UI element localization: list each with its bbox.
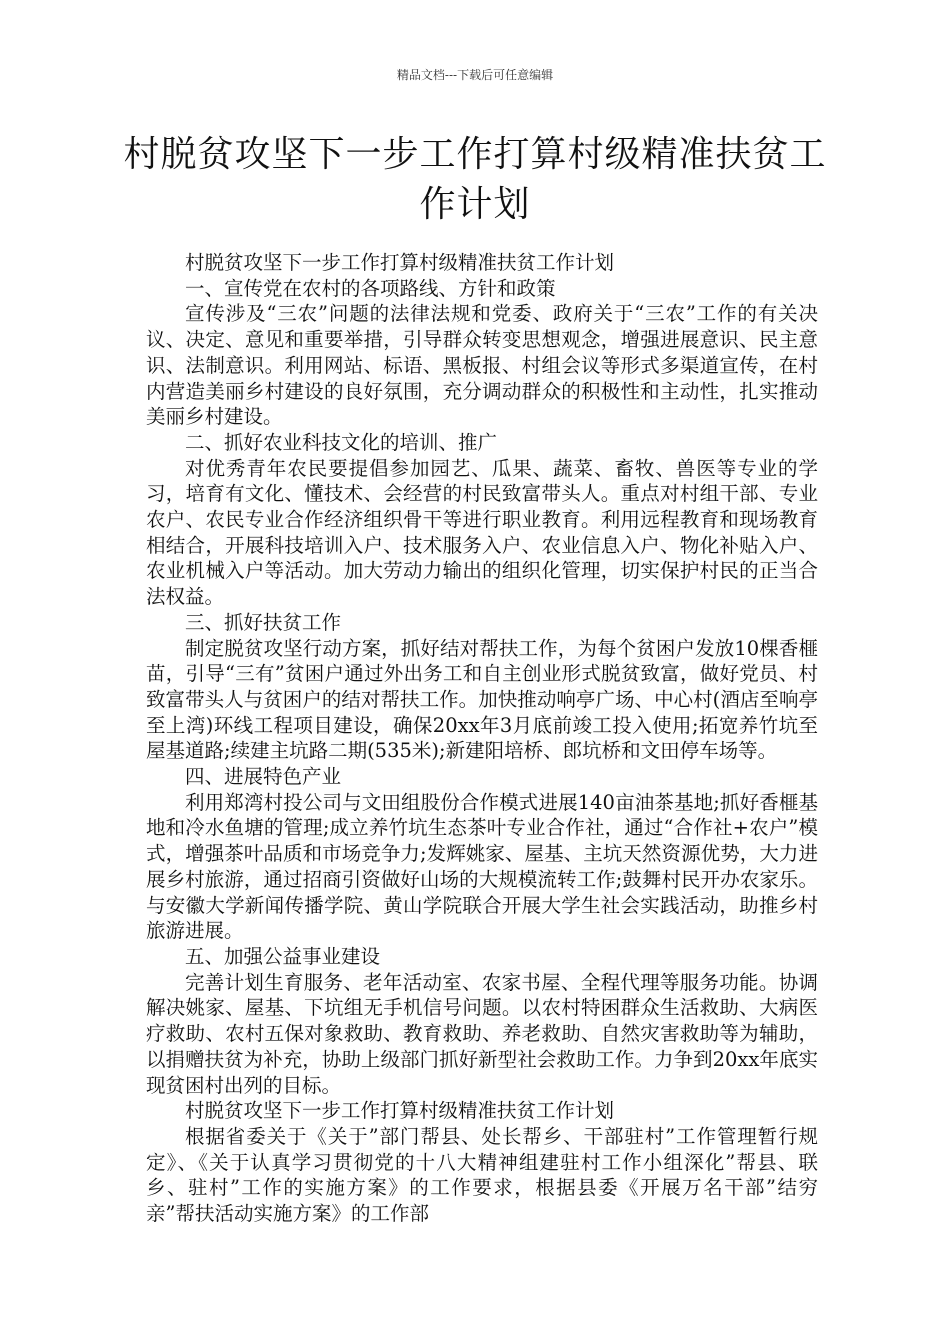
document-body — [146, 250, 818, 1227]
paragraph: 完善计划生育服务、老年活动室、农家书屋、全程代理等服务功能。协调解决姚家、屋基、下坑组无手机信号问题。以农村特困群众生活救助、大病医疗救助、农村五保对象救助、教育救助、养老救助、自然灾害救助等为辅助，以捐赠扶贫为补充，协助上级部门抓好新型社会救助工作。力争到20xx年底实现贫困村出列的目标。 — [146, 970, 818, 1097]
section-heading: 四、进展特色产业 — [185, 765, 342, 789]
paragraph: 宣传涉及“三农”问题的法律法规和党委、政府关于“三农”工作的有关决议、决定、意见和重要举措，引导群众转变思想观念，增强进展意识、民主意识、法制意识。利用网站、标语、黑板报、村组会议等形式多渠道宣传，在村内营造美丽乡村建设的良好氛围，充分调动群众的积极性和主动性，扎实推动美丽乡村建设。 — [146, 302, 818, 429]
paragraph: 村脱贫攻坚下一步工作打算村级精准扶贫工作计划 — [185, 1099, 615, 1123]
section-heading: 二、抓好农业科技文化的培训、推广 — [185, 430, 498, 454]
page-header-note: 精品文档---下载后可任意编辑 — [396, 68, 554, 82]
paragraph: 利用郑湾村投公司与文田组股份合作模式进展140亩油茶基地;抓好香榧基地和冷水鱼塘的管理;成立养竹坑生态茶叶专业合作社，通过“合作社+农户”模式，增强茶叶品质和市场竞争力;发辉姚家、屋基、主坑天然资源优势，大力进展乡村旅游，通过招商引资做好山场的大规模流转工作;鼓舞村民开办农家乐。与安徽大学新闻传播学院、黄山学院联合开展大学生社会实践活动，助推乡村旅游进展。 — [146, 790, 818, 943]
section-heading: 五、加强公益事业建设 — [185, 944, 381, 968]
section-heading: 一、宣传党在农村的各项路线、方针和政策 — [185, 276, 556, 300]
paragraph: 制定脱贫攻坚行动方案，抓好结对帮扶工作，为每个贫困户发放10棵香榧苗，引导“三有”贫困户通过外出务工和自主创业形式脱贫致富，做好党员、村致富带头人与贫困户的结对帮扶工作。加快推动响亭广场、中心村(酒店至响亭至上湾)环线工程项目建设，确保20xx年3月底前竣工投入使用;拓宽养竹坑至屋基道路;续建主坑路二期(535米);新建阳培桥、郎坑桥和文田停车场等。 — [146, 636, 818, 763]
document-title: 村脱贫攻坚下一步工作打算村级精准扶贫工作计划 — [123, 134, 827, 225]
section-heading: 三、抓好扶贫工作 — [185, 610, 342, 634]
paragraph: 对优秀青年农民要提倡参加园艺、瓜果、蔬菜、畜牧、兽医等专业的学习，培育有文化、懂技术、会经营的村民致富带头人。重点对村组干部、专业农户、农民专业合作经济组织骨干等进行职业教育。利用远程教育和现场教育相结合，开展科技培训入户、技术服务入户、农业信息入户、物化补贴入户、农业机械入户等活动。加大劳动力输出的组织化管理，切实保护村民的正当合法权益。 — [146, 456, 818, 609]
paragraph: 根据省委关于《关于”部门帮县、处长帮乡、干部驻村”工作管理暂行规定》、《关于认真学习贯彻党的十八大精神组建驻村工作小组深化”帮县、联乡、驻村”工作的实施方案》的工作要求，根据县委《开展万名干部”结穷亲”帮扶活动实施方案》的工作部 — [146, 1124, 818, 1226]
paragraph: 村脱贫攻坚下一步工作打算村级精准扶贫工作计划 — [185, 251, 615, 274]
